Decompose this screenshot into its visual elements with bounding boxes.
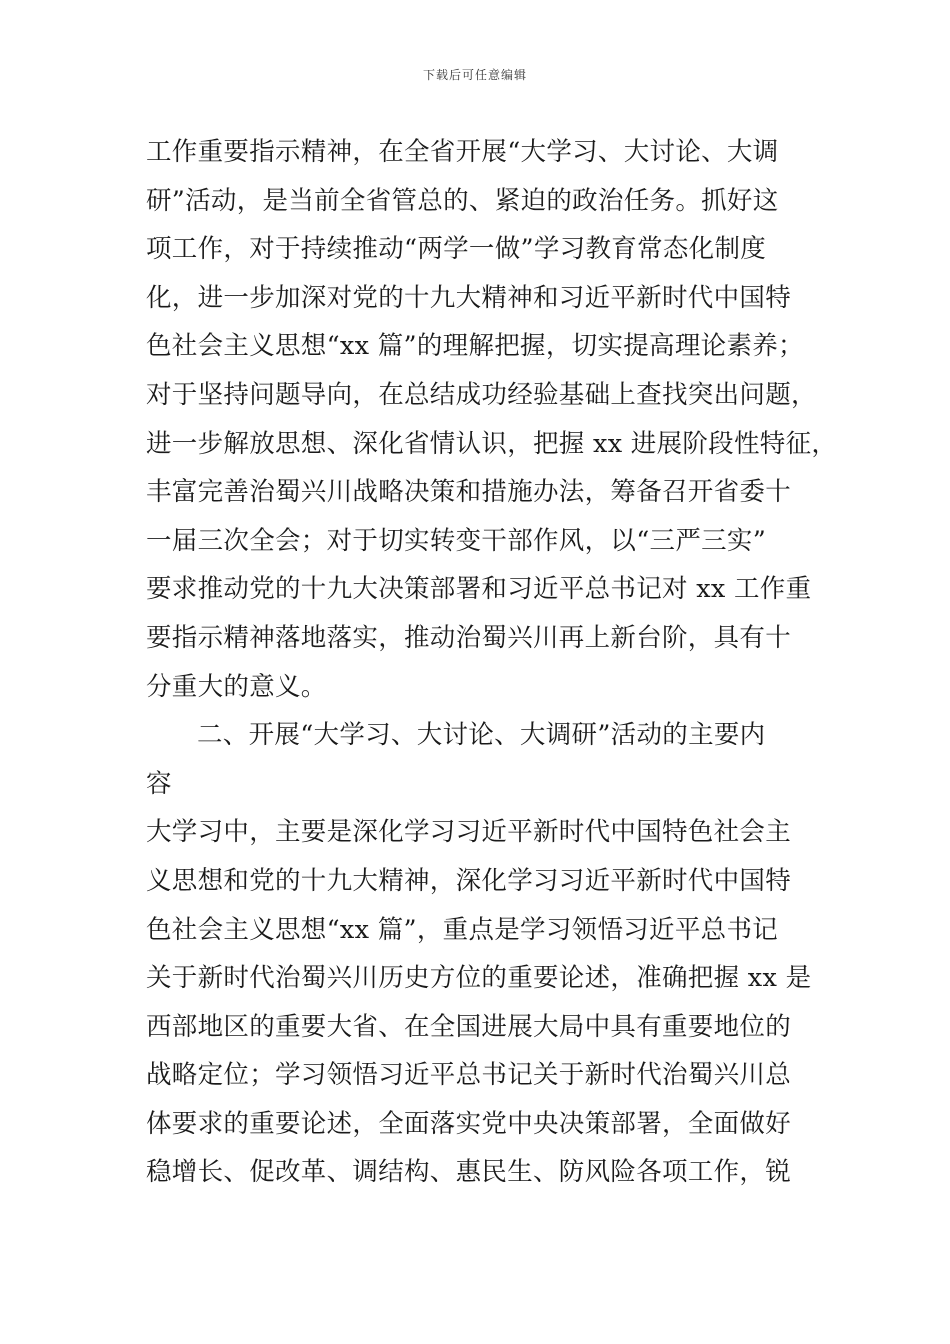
text-line: 一届三次全会；对于切实转变干部作风，以“三严三实”	[146, 525, 767, 556]
text-line: 研”活动，是当前全省管总的、紧迫的政治任务。抓好这	[146, 185, 779, 216]
text-line: 色社会主义思想“xx 篇”，重点是学习领悟习近平总书记	[146, 914, 779, 945]
text-line: 对于坚持问题导向，在总结成功经验基础上查找突出问题，	[146, 379, 817, 410]
text-line: 战略定位；学习领悟习近平总书记关于新时代治蜀兴川总	[146, 1060, 792, 1091]
text-line: 义思想和党的十九大精神，深化学习习近平新时代中国特	[146, 865, 792, 896]
text-line: 色社会主义思想“xx 篇”的理解把握，切实提高理论素养；	[146, 331, 804, 362]
text-line: 西部地区的重要大省、在全国进展大局中具有重要地位的	[146, 1011, 792, 1042]
text-line: 稳增长、促改革、调结构、惠民生、防风险各项工作，锐	[146, 1157, 792, 1188]
text-line: 要指示精神落地落实，推动治蜀兴川再上新台阶，具有十	[146, 622, 792, 653]
page-header-note: 下载后可任意编辑	[422, 68, 527, 82]
text-line: 项工作，对于持续推动“两学一做”学习教育常态化制度	[146, 234, 767, 265]
text-line: 分重大的意义。	[146, 671, 327, 702]
text-line: 丰富完善治蜀兴川战略决策和措施办法，筹备召开省委十	[146, 477, 792, 508]
document-body	[146, 128, 838, 1197]
section-heading-continuation: 容	[146, 768, 172, 799]
text-line: 要求推动党的十九大决策部署和习近平总书记对 xx 工作重	[146, 574, 812, 605]
section-heading: 二、开展“大学习、大讨论、大调研”活动的主要内	[197, 720, 766, 751]
text-line: 大学习中，主要是深化学习习近平新时代中国特色社会主	[146, 817, 792, 848]
text-line: 工作重要指示精神，在全省开展“大学习、大讨论、大调	[146, 137, 779, 167]
text-line: 体要求的重要论述，全面落实党中央决策部署，全面做好	[146, 1108, 792, 1139]
text-line: 进一步解放思想、深化省情认识，把握 xx 进展阶段性特征，	[146, 428, 838, 459]
text-line: 关于新时代治蜀兴川历史方位的重要论述，准确把握 xx 是	[146, 963, 812, 994]
text-line: 化，进一步加深对党的十九大精神和习近平新时代中国特	[146, 282, 792, 313]
